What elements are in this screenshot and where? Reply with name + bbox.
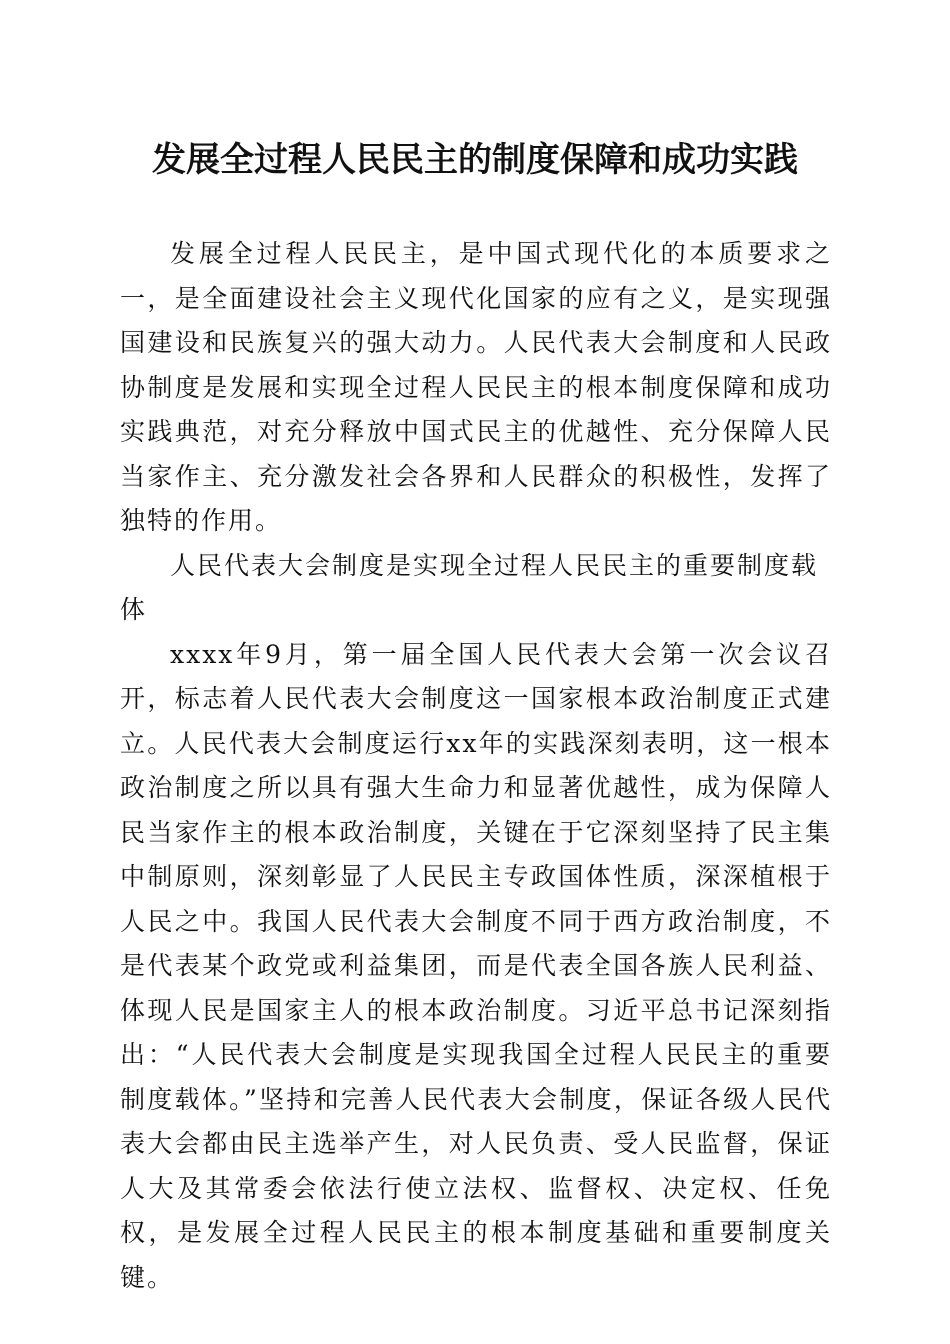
section-heading: 人民代表大会制度是实现全过程人民民主的重要制度载体: [120, 550, 819, 624]
paragraph-intro: 发展全过程人民民主，是中国式现代化的本质要求之一，是全面建设社会主义现代化国家的应有之义，是实现强国建设和民族复兴的强大动力。人民代表大会制度和人民政协制度是发展和实现全过程人民民主的根本制度保障和成功实践典范，对充分释放中国式民主的优越性、充分保障人民当家作主、充分激发社会各界和人民群众的积极性，发挥了独特的作用。: [120, 239, 832, 535]
paragraph-npc: xxxx年9月，第一届全国人民代表大会第一次会议召开，标志着人民代表大会制度这一国家根本政治制度正式建立。人民代表大会制度运行xx年的实践深刻表明，这一根本政治制度之所以具有强大生命力和显著优越性，成为保障人民当家作主的根本政治制度，关键在于它深刻坚持了民主集中制原则，深刻彰显了人民民主专政国体性质，深深植根于人民之中。我国人民代表大会制度不同于西方政治制度，不是代表某个政党或利益集团，而是代表全国各族人民利益、体现人民是国家主人的根本政治制度。习近平总书记深刻指出：“人民代表大会制度是实现我国全过程人民民主的重要制度载体。”坚持和完善人民代表大会制度，保证各级人民代表大会都由民主选举产生，对人民负责、受人民监督，保证人大及其常委会依法行使立法权、监督权、决定权、任免权，是发展全过程人民民主的根本制度基础和重要制度关键。: [120, 639, 832, 1292]
document-title: 发展全过程人民民主的制度保障和成功实践: [152, 140, 798, 180]
document-body: [120, 232, 832, 1300]
